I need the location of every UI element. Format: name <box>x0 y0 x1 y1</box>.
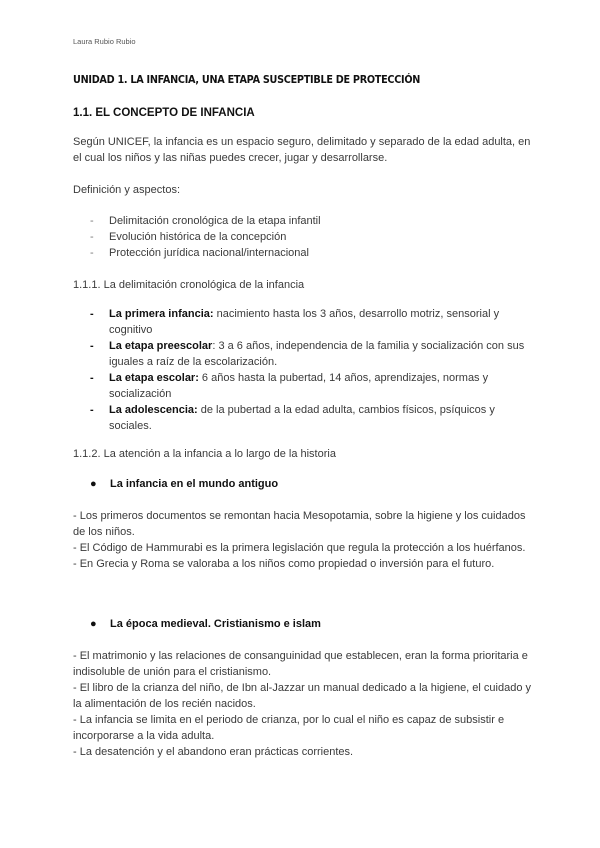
medieval-heading: ● La época medieval. Cristianismo e islam <box>90 618 321 630</box>
medieval-block <box>73 648 533 760</box>
bullet-icon: ● <box>90 618 97 630</box>
unit-title: UNIDAD 1. LA INFANCIA, UNA ETAPA SUSCEPTIBLE DE PROTECCIÓN <box>73 74 421 86</box>
bullet-icon: ● <box>90 478 97 490</box>
dash-marker: - <box>90 404 94 416</box>
subsection-heading-1: 1.1.1. La delimitación cronológica de la infancia <box>73 279 305 291</box>
ancient-block <box>73 508 533 572</box>
dash-marker: - <box>90 340 94 352</box>
subsection-heading-2: 1.1.2. La atención a la infancia a lo largo de la historia <box>73 448 336 460</box>
list-item: - Delimitación cronológica de la etapa infantil <box>90 215 321 227</box>
dash-marker: - <box>90 231 94 243</box>
medieval-line: - El libro de la crianza del niño, de Ibn al-Jazzar un manual dedicado a la higiene, el cuidado y la alimentación de los recién nacidos. <box>73 682 532 710</box>
list-item: - Protección jurídica nacional/internacional <box>90 247 309 259</box>
list-item: - La etapa escolar: 6 años hasta la pubertad, 14 años, aprendizajes, normas y socialización <box>90 372 489 400</box>
intro-paragraph: Según UNICEF, la infancia es un espacio seguro, delimitado y separado de la edad adulta, en el cual los niños y las niñas puedes crecer, jugar y desarrollarse. <box>73 136 531 164</box>
ancient-heading: ● La infancia en el mundo antiguo <box>90 478 279 490</box>
definition-heading: Definición y aspectos: <box>73 184 180 196</box>
list-item: - La adolescencia: de la pubertad a la edad adulta, cambios físicos, psíquicos y sociales. <box>90 404 495 432</box>
dash-marker: - <box>90 215 94 227</box>
ancient-line: - El Código de Hammurabi es la primera legislación que regula la protección a los huérfanos. <box>73 542 526 554</box>
stages-list <box>73 306 533 434</box>
section-title: 1.1. EL CONCEPTO DE INFANCIA <box>73 107 255 119</box>
list-item: - La etapa preescolar: 3 a 6 años, independencia de la familia y socialización con sus iguales a raíz de la escolarización. <box>90 340 525 368</box>
ancient-line: - Los primeros documentos se remontan hacia Mesopotamia, sobre la higiene y los cuidados de los niños. <box>73 510 526 538</box>
list-item: - Evolución histórica de la concepción <box>90 231 287 243</box>
dash-marker: - <box>90 372 94 384</box>
dash-marker: - <box>90 308 94 320</box>
list-item: - La primera infancia: nacimiento hasta los 3 años, desarrollo motriz, sensorial y cognitivo <box>90 308 500 336</box>
medieval-line: - El matrimonio y las relaciones de consanguinidad que establecen, eran la forma prioritaria e indisoluble de unión para el cristianismo. <box>73 650 528 678</box>
author-header: Laura Rubio Rubio <box>73 37 136 46</box>
dash-marker: - <box>90 247 94 259</box>
aspects-list <box>73 213 533 261</box>
medieval-line: - La infancia se limita en el periodo de crianza, por lo cual el niño es capaz de subsistir e incorporarse a la vida adulta. <box>73 714 505 742</box>
medieval-line: - La desatención y el abandono eran prácticas corrientes. <box>73 746 354 758</box>
ancient-line: - En Grecia y Roma se valoraba a los niños como propiedad o inversión para el futuro. <box>73 558 495 570</box>
